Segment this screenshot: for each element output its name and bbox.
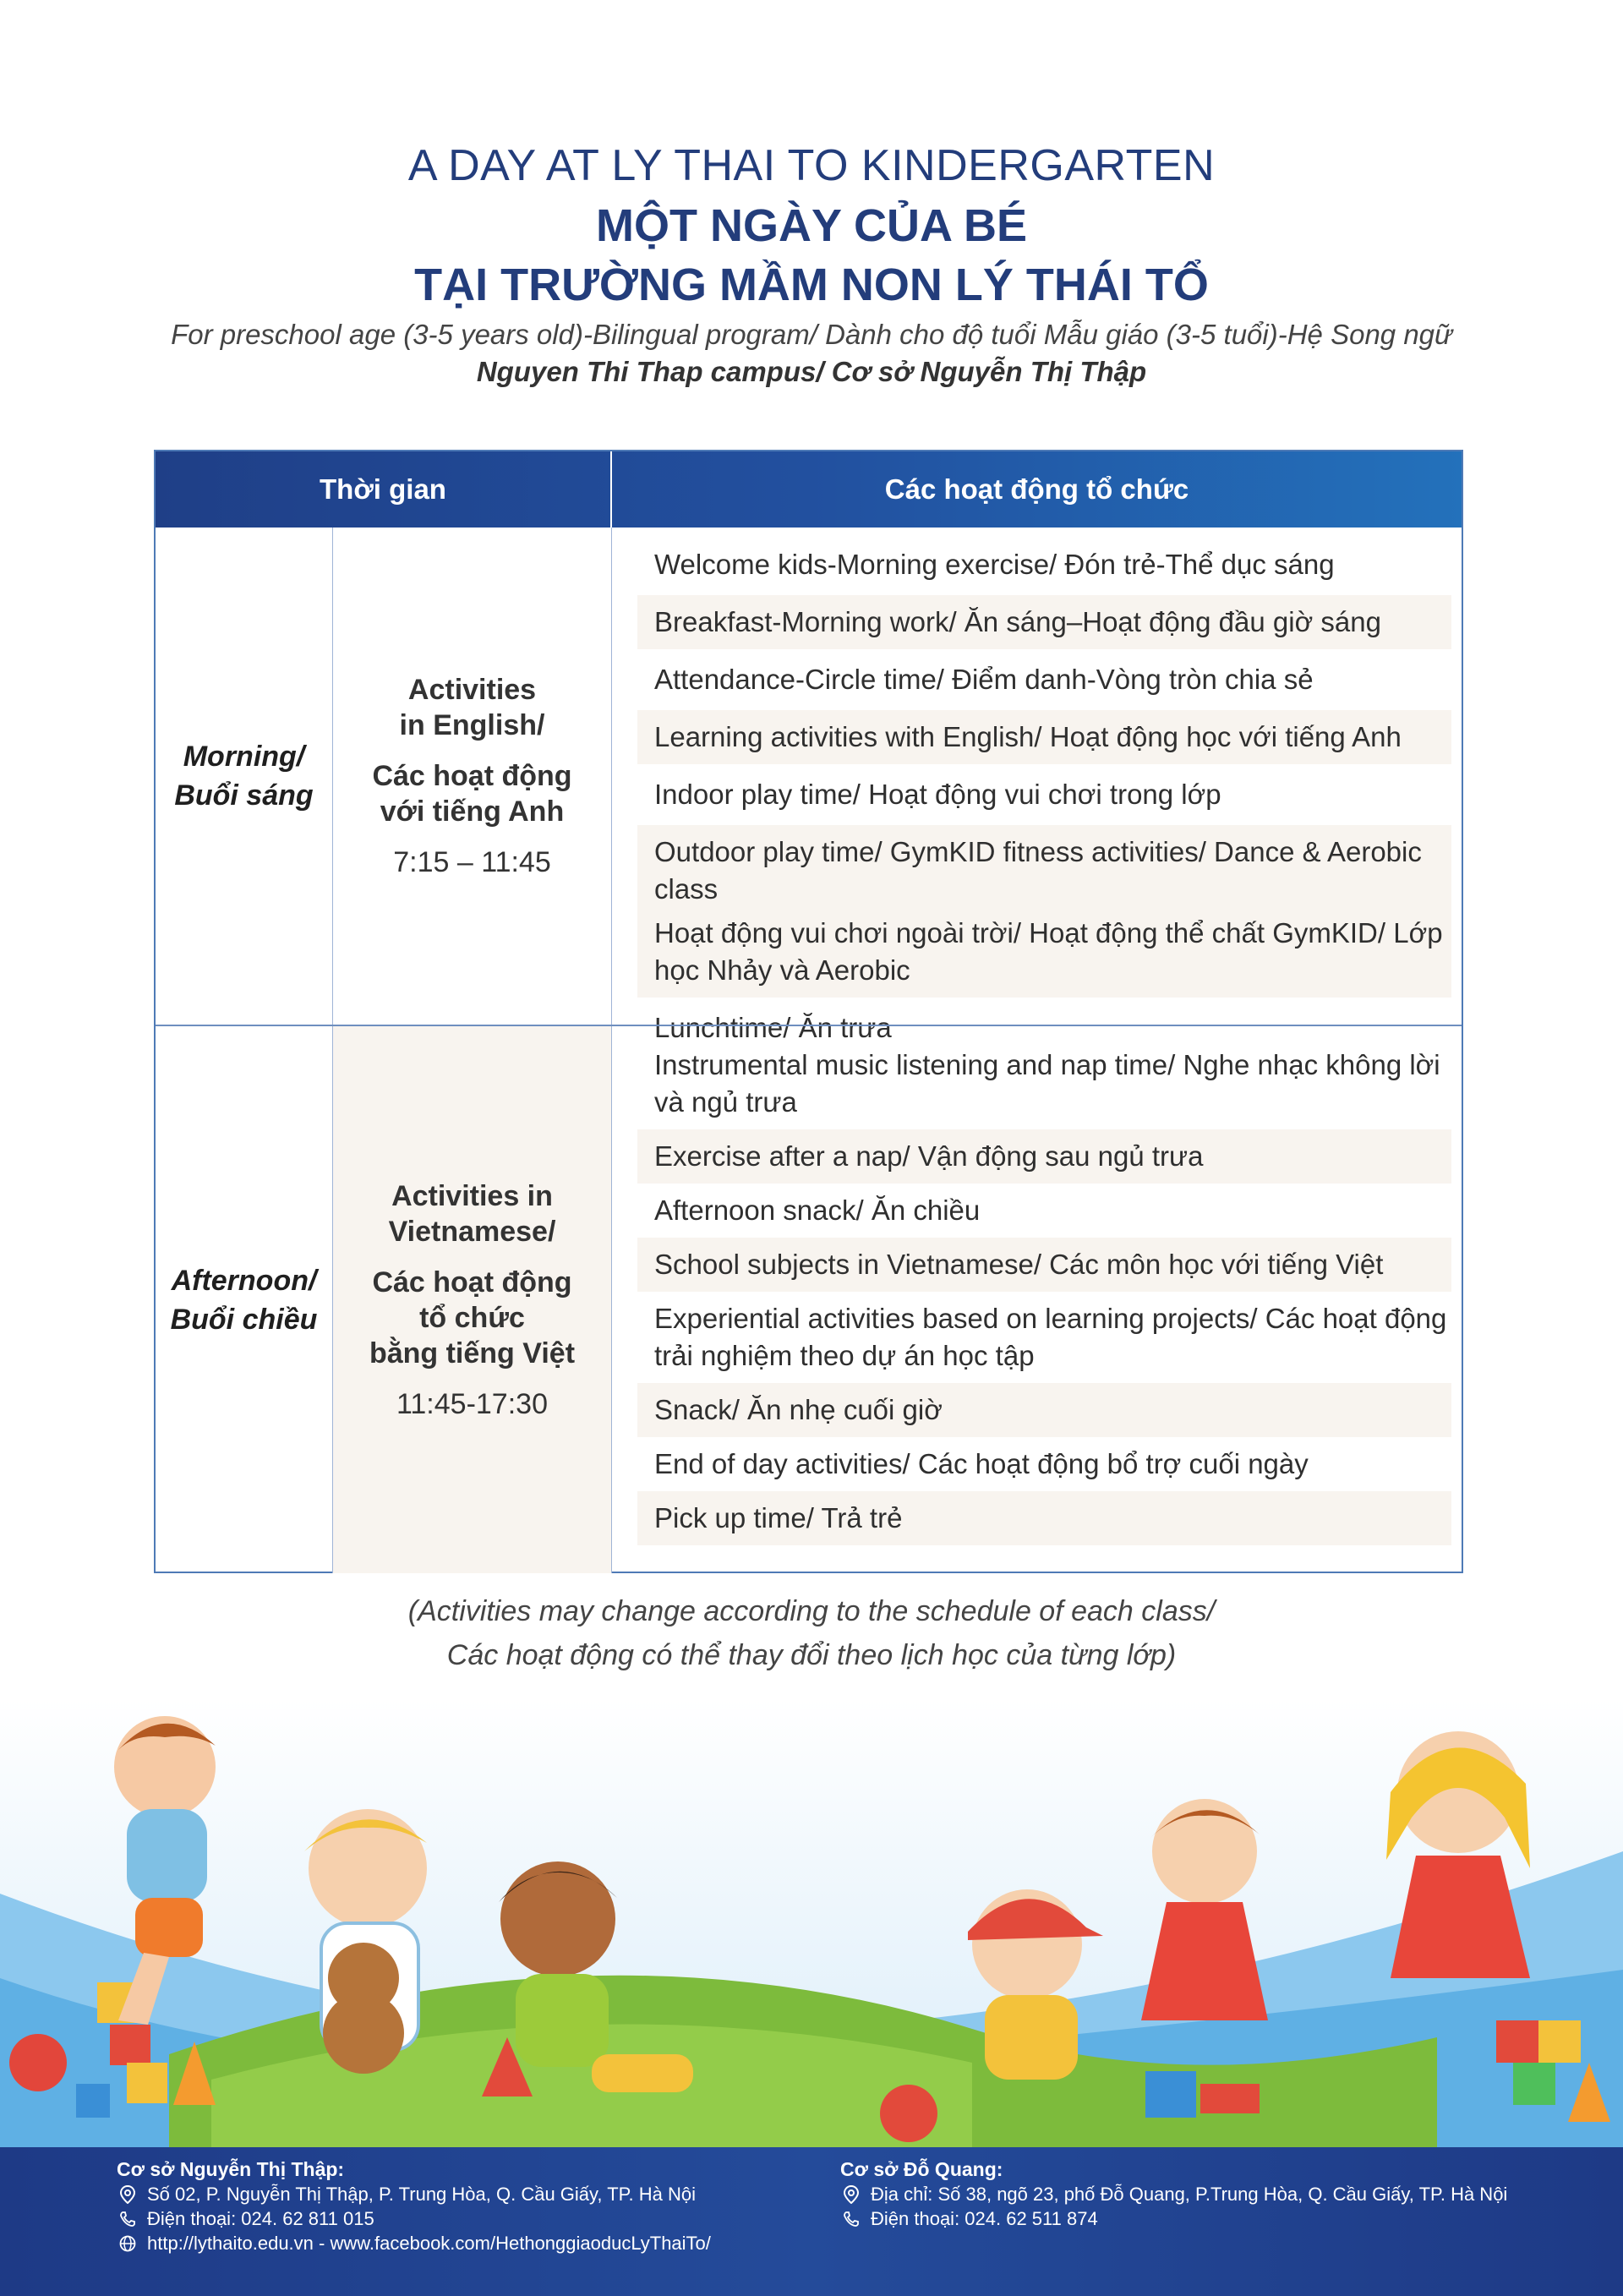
schedule-table (154, 450, 1463, 1573)
activity-item: Learning activities with English/ Hoạt động học với tiếng Anh (637, 710, 1451, 764)
activity-item: Experiential activities based on learning projects/ Các hoạt động trải nghiệm theo dự án học tập (654, 1303, 1447, 1371)
phone-icon (840, 2211, 862, 2228)
activity-list-morning (612, 528, 1462, 1043)
period-afternoon (156, 1026, 333, 1573)
activity-item: Outdoor play time/ GymKID fitness activities/ Dance & Aerobic class (637, 825, 1451, 911)
period-label-en: Morning/ (183, 741, 305, 773)
subtitle-program: For preschool age (3-5 years old)-Bilingual program/ Dành cho độ tuổi Mẫu giáo (3-5 tuổi)-Hệ Song ngữ (171, 319, 1452, 350)
column-header-time: Thời gian (156, 451, 612, 528)
afternoon-section (156, 1025, 1462, 1573)
contact-footer (0, 2147, 1623, 2296)
phone-icon (117, 2211, 139, 2228)
activity-item: Instrumental music listening and nap time/ Nghe nhạc không lời và ngủ trưa (654, 1049, 1440, 1118)
subtitle-campus: Nguyen Thi Thap campus/ Cơ sở Nguyễn Thị Thập (476, 356, 1147, 387)
activity-item: Welcome kids-Morning exercise/ Đón trẻ-Thể dục sáng (654, 549, 1335, 580)
lang-label-en-line1: Activities in (391, 1179, 553, 1212)
lang-label-vn-line2: với tiếng Anh (380, 795, 565, 828)
title-vietnamese-line1: MỘT NGÀY CỦA BÉ (595, 200, 1028, 251)
lang-label-en-line1: Activities (407, 674, 537, 706)
activity-item: Indoor play time/ Hoạt động vui chơi trong lớp (654, 779, 1221, 810)
lang-label-vn-line1: Các hoạt động (372, 760, 572, 792)
period-morning (156, 528, 333, 1025)
footer-address: Địa chỉ: Số 38, ngõ 23, phố Đỗ Quang, P.Trung Hòa, Q. Cầu Giấy, TP. Hà Nội (871, 2184, 1508, 2205)
activity-item: Snack/ Ăn nhẹ cuối giờ (637, 1383, 1451, 1437)
activity-item: Pick up time/ Trả trẻ (637, 1491, 1451, 1545)
lang-label-en-line2: in English/ (399, 709, 545, 741)
footer-campus-do-quang (840, 2157, 1507, 2231)
lang-label-vn-line3: bằng tiếng Việt (369, 1337, 576, 1369)
activity-item: End of day activities/ Các hoạt động bổ trợ cuối ngày (654, 1448, 1309, 1479)
footer-web-links[interactable]: http://lythaito.edu.vn - www.facebook.com/HethonggiaoducLyThaiTo/ (147, 2233, 711, 2254)
location-pin-icon (840, 2185, 862, 2204)
schedule-note (0, 1589, 1623, 1677)
column-header-activities: Các hoạt động tổ chức (884, 473, 1189, 505)
globe-icon (117, 2235, 139, 2252)
children-playing-illustration (0, 1699, 1623, 2147)
period-label-en: Afternoon/ (171, 1264, 317, 1297)
table-header (156, 451, 1462, 528)
title-english: A DAY AT LY THAI TO KINDERGARTEN (407, 141, 1216, 190)
location-pin-icon (117, 2185, 139, 2204)
footer-campus-nguyen-thi-thap (117, 2157, 711, 2255)
language-block-english (333, 528, 612, 1025)
lang-label-vn-line1: Các hoạt động (372, 1266, 572, 1298)
note-line1: (Activities may change according to the schedule of each class/ (407, 1595, 1216, 1627)
period-label-vn: Buổi chiều (170, 1303, 318, 1336)
footer-phone: Điện thoại: 024. 62 811 015 (147, 2208, 374, 2229)
activity-item: School subjects in Vietnamese/ Các môn học với tiếng Việt (637, 1238, 1451, 1292)
child-with-teddy (304, 1809, 427, 2074)
activity-item: Breakfast-Morning work/ Ăn sáng–Hoạt động đầu giờ sáng (637, 595, 1451, 649)
activity-item: Lunchtime/ Ăn trưa (654, 1012, 892, 1043)
page-header (0, 135, 1623, 391)
activity-list-afternoon (612, 1026, 1462, 1573)
activity-item: Afternoon snack/ Ăn chiều (654, 1194, 981, 1226)
language-block-vietnamese (333, 1026, 612, 1573)
activity-item: Hoạt động vui chơi ngoài trời/ Hoạt động thể chất GymKID/ Lớp học Nhảy và Aerobic (637, 911, 1451, 998)
activity-item: Exercise after a nap/ Vận động sau ngủ trưa (637, 1129, 1451, 1184)
activity-item: Attendance-Circle time/ Điểm danh-Vòng tròn chia sẻ (654, 664, 1314, 695)
morning-section (156, 528, 1462, 1043)
lang-label-en-line2: Vietnamese/ (388, 1215, 556, 1248)
footer-campus-title: Cơ sở Đỗ Quang: (840, 2158, 1003, 2180)
time-range-morning: 7:15 – 11:45 (393, 846, 551, 878)
time-range-afternoon: 11:45-17:30 (396, 1387, 548, 1420)
lang-label-vn-line2: tổ chức (419, 1301, 525, 1334)
footer-address: Số 02, P. Nguyễn Thị Thập, P. Trung Hòa, Q. Cầu Giấy, TP. Hà Nội (147, 2184, 696, 2205)
footer-campus-title: Cơ sở Nguyễn Thị Thập: (117, 2158, 345, 2180)
note-line2: Các hoạt động có thể thay đổi theo lịch học của từng lớp) (446, 1639, 1177, 1671)
title-vietnamese-line2: TẠI TRƯỜNG MẦM NON LÝ THÁI TỔ (414, 260, 1209, 310)
footer-phone: Điện thoại: 024. 62 511 874 (871, 2208, 1098, 2229)
period-label-vn: Buổi sáng (174, 779, 314, 812)
